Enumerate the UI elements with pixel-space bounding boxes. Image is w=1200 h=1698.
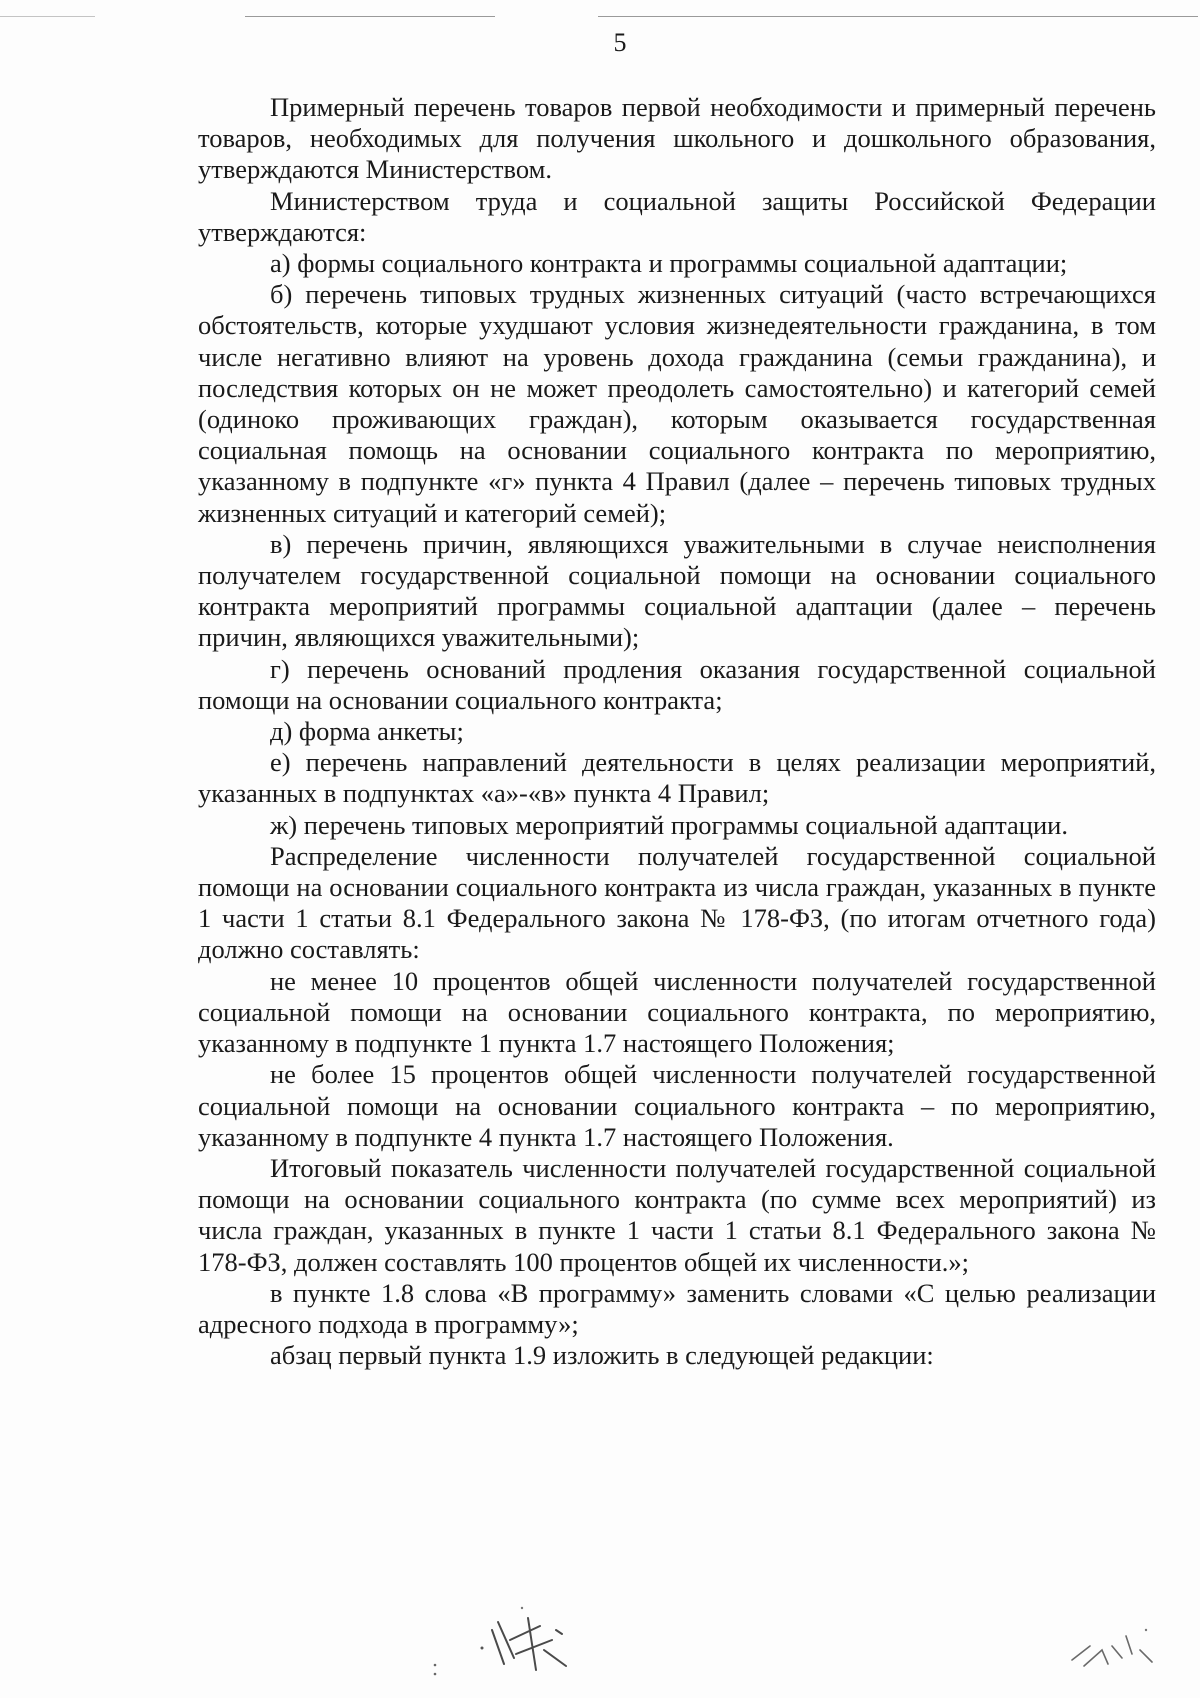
scan-edge-line xyxy=(598,16,1198,17)
paragraph: Министерством труда и социальной защиты Российской Федерации утверждаются: xyxy=(198,185,1156,247)
paragraph: Итоговый показатель численности получателей государственной социальной помощи на основании социального контракта (по сумме всех мероприятий) из числа граждан, указанных в пункте 1 части 1 статьи 8.1 Федерального закона № 178-ФЗ, должен составлять 100 процентов общей их численности.»; xyxy=(198,1152,1156,1277)
list-item: д) форма анкеты; xyxy=(270,716,464,747)
page-number: 5 xyxy=(613,28,627,57)
paragraph: Распределение численности получателей государственной социальной помощи на основании социального контракта из числа граждан, указанных в пункте 1 части 1 статьи 8.1 Федерального закона № 178-ФЗ, (по итогам отчетного года) должно составлять: xyxy=(198,840,1156,965)
paragraph: в пункте 1.8 слова «В программу» заменить словами «С целью реализации адресного подхода в программу»; xyxy=(198,1277,1156,1339)
scan-edge-line xyxy=(245,16,495,17)
list-item: а) формы социального контракта и программы социальной адаптации; xyxy=(270,248,1068,279)
document-body xyxy=(198,92,1156,1371)
paragraph: Примерный перечень товаров первой необходимости и примерный перечень товаров, необходимых для получения школьного и дошкольного образования, утверждаются Министерством. xyxy=(198,92,1156,185)
paragraph: не менее 10 процентов общей численности получателей государственной социальной помощи на основании социального контракта, по мероприятию, указанному в подпункте 1 пункта 1.7 настоящего Положения; xyxy=(198,965,1156,1059)
initials-mark-right xyxy=(1060,1606,1170,1676)
scan-edge-line xyxy=(0,16,95,17)
initials-mark-left xyxy=(470,1600,580,1680)
dot-mark xyxy=(430,1660,440,1680)
list-item: в) перечень причин, являющихся уважительными в случае неисполнения получателем государственной социальной помощи на основании социального контракта мероприятий программы социальной адаптации (далее – перечень причин, являющихся уважительными); xyxy=(198,528,1156,653)
list-item: ж) перечень типовых мероприятий программы социальной адаптации. xyxy=(270,809,1068,840)
list-item: г) перечень оснований продления оказания государственной социальной помощи на основании социального контракта; xyxy=(198,653,1156,715)
list-item: б) перечень типовых трудных жизненных ситуаций (часто встречающихся обстоятельств, которые ухудшают условия жизнедеятельности гражданина, в том числе негативно влияют на уровень дохода гражданина (семьи гражданина), и последствия которых он не может преодолеть самостоятельно) и категорий семей (одиноко проживающих граждан), которым оказывается государственная социальная помощь на основании социального контракта по мероприятию, указанному в подпункте «г» пункта 4 Правил (далее – перечень типовых трудных жизненных ситуаций и категорий семей); xyxy=(198,279,1156,528)
paragraph: не более 15 процентов общей численности получателей государственной социальной помощи на основании социального контракта – по мероприятию, указанному в подпункте 4 пункта 1.7 настоящего Положения. xyxy=(198,1059,1156,1152)
paragraph: абзац первый пункта 1.9 изложить в следующей редакции: xyxy=(270,1340,934,1371)
list-item: е) перечень направлений деятельности в целях реализации мероприятий, указанных в подпунктах «а»-«в» пункта 4 Правил; xyxy=(198,747,1156,809)
